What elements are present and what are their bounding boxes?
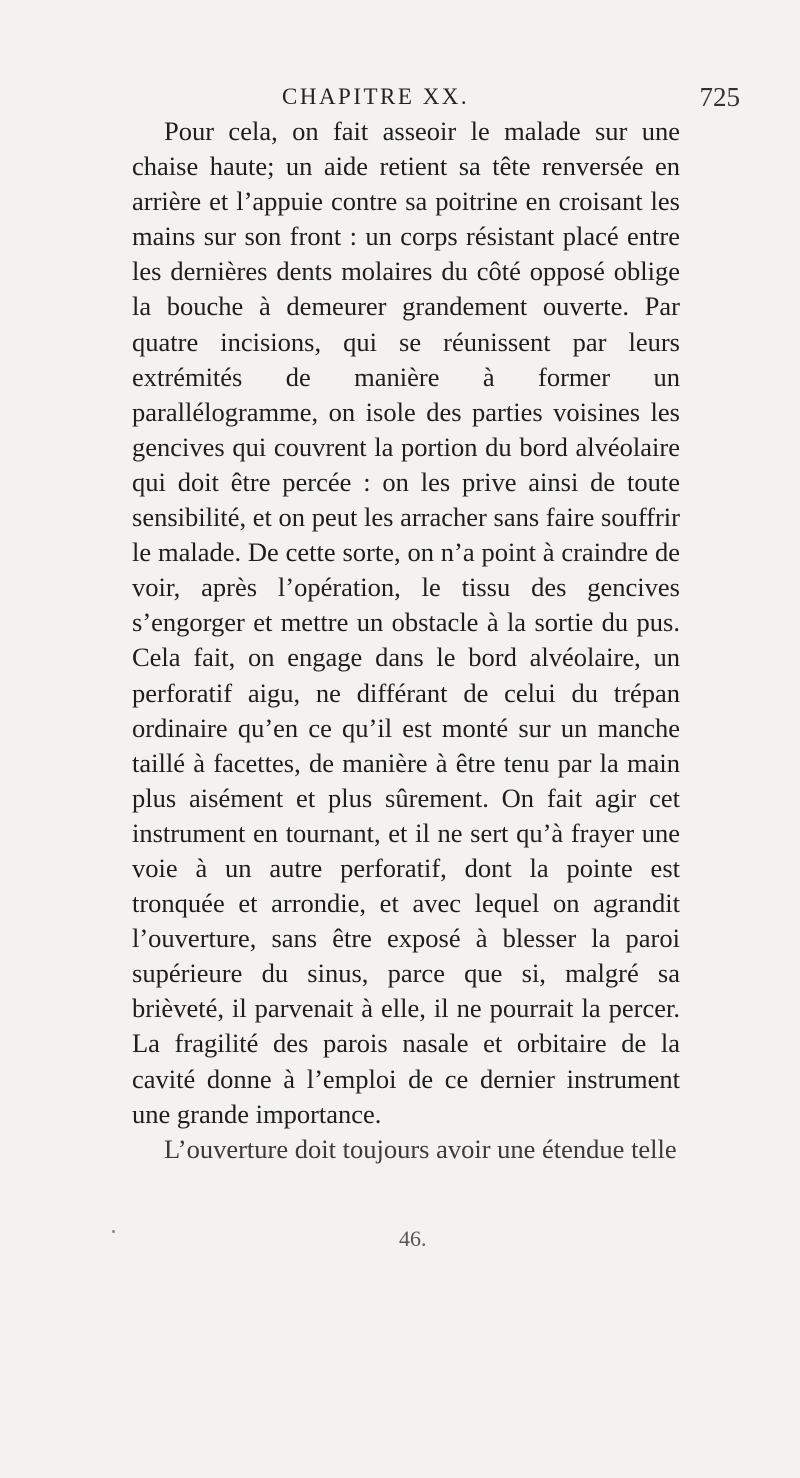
paragraph: Pour cela, on fait asseoir le malade sur une chaise haute; un aide retient sa tête renversée en arrière et l’appuie contre sa poitrine en croisant les mains sur son front : un corps résistant placé entre les dernières dents molaires du côté opposé oblige la bouche à demeurer grandement ouverte. Par quatre incisions, qui se réunissent par leurs extrémités de manière à former un parallélogramme, on isole des parties voisines les gencives qui couvrent la portion du bord alvéolaire qui doit être percée : on les prive ainsi de toute sensibilité, et on peut les arracher sans faire souffrir le malade. De cette sorte, on n’a point à craindre de voir, après l’opération, le tissu des gencives s’engorger et mettre un obstacle à la sortie du pus. Cela fait, on engage dans le bord alvéolaire, un perforatif aigu, ne différant de celui du trépan ordinaire qu’en ce qu’il est monté sur un manche taillé à facettes, de manière à être tenu par la main plus aisément et plus sûrement. On fait agir cet instrument en tournant, et il ne sert qu’à frayer une voie à un autre perforatif, dont la pointe est tronquée et arrondie, et avec lequel on agrandit l’ouverture, sans être exposé à blesser la paroi supérieure du sinus, parce que si, malgré sa brièveté, il parvenait à elle, il ne pourrait la percer. La fragilité des parois nasale et orbitaire de la cavité donne à l’emploi de ce dernier instrument une grande importance. [132, 116, 680, 1129]
signature-mark: 46. [399, 1226, 427, 1251]
ink-mark [112, 1230, 115, 1233]
running-head [60, 84, 740, 116]
page-number: 725 [699, 82, 740, 112]
body-text [132, 114, 680, 1167]
paragraph-continued: L’ouverture doit toujours avoir une étendue telle [164, 1133, 677, 1164]
chapter-title: CHAPITRE XX. [282, 84, 470, 109]
